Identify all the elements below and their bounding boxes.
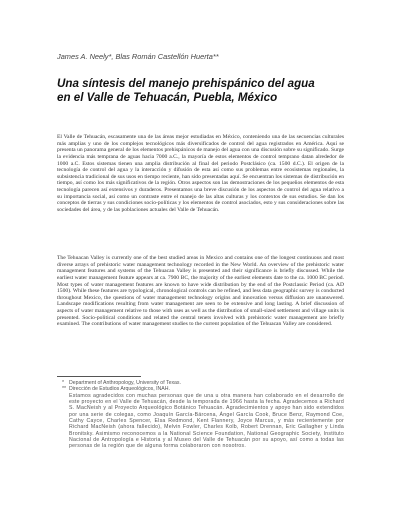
footnote-affiliation-1: * Department of Anthropology, University of Texas. [62, 380, 181, 386]
footnotes [62, 380, 344, 515]
footnote-acknowledgements [62, 393, 344, 450]
title-line-2: en el Valle de Tehuacán, Puebla, México [57, 90, 278, 104]
article-title [57, 77, 347, 104]
footnote-text: Dirección de Estudios Arqueológicos, INAH. [69, 386, 170, 393]
abstract-spanish: El Valle de Tehuacán, escasamente una de las áreas mejor estudiadas en México, conteniendo una de las secuencias culturales más amplias y uno de los complejos tecnológicos más diversificados de control del agua registrados en América. Aquí se presenta un panorama general de los elementos prehispánicos de manejo del agua con una discusión sobre su significado. Surge la evidencia más temprana de aguas hacia 7000 a.C., la mayoría de estos elementos de control temprano datan alrededor de 1000 a.C. Estos sistemas tienen una amplia distribución al final del periodo Postclásico (ca. 1500 d.C.). El origen de la tecnología de control del agua y la interacción y difusión de esta así como sus problemas entre ecosistemas regionales, la subsistencia tradicional de sus usos en tiempo reciente, han sido presentadas aquí. Se encuentran los sistemas de distribución en tiempo, así como los más significativos de la región. Otros aspectos son las demostraciones de los pequeños elementos de esta tecnología parecen así extensivos y duraderos. Presentamos una breve discusión de los aspectos de control del agua relativo a su importancia social, así como un contraste entre el manejo de las altas culturas y los contextos de sus estudios. Se dan los conceptos de tierras y sus condiciones socio-políticas y los elementos de control asociados, esto y sus consideraciones sobre las sociedades del área, y de las poblaciones actuales del Valle de Tehuacán. [57, 134, 344, 213]
abstract-english: The Tehuacan Valley is currently one of the best studied areas in Mexico and contains one of the longest continuous and most diverse arrays of prehistoric water management technology recorded in the New World. An overview of the prehistoric water management features and systems of the Tehuacan Valley is presented and their significance is briefly discussed. While the earliest water management feature appears at ca. 7900 BC, the majority of the earliest elements date to the ca. 1000 BC period. Most types of water management features are known to have wide distribution by the end of the Postclassic Period (ca. AD 1500). While these features are typological, chronological controls can be refined, and less data geographic survey is conducted throughout Mexico, the questions of water management technology origins and innovation versus diffusion are unanswered. Landscape modifications resulting from water management are seen to be extensive and long lasting. A brief discussion of aspects of water management relative to those with uses as well as the distribution of small-sized settlement and village units is presented. Socio-political conditions and related the central tenets involved with prehistoric water management are briefly examined. The contributions of water management studies to the current population of the Tehuacan Valley are considered. [57, 255, 344, 328]
title-line-1: Una síntesis del manejo prehispánico del agua [57, 77, 315, 90]
footnote-divider [57, 376, 141, 377]
footnote-affiliation-2: ** Dirección de Estudios Arqueológicos, INAH. [62, 386, 170, 393]
author-line: James A. Neely*, Blas Román Castellón Huerta** [57, 52, 219, 61]
footnote-text: Estamos agradecidos con muchas personas que de una u otra manera han colaborado en el desarrollo de este proyecto en el Valle de Tehuacán, desde la temporada de 1966 hasta la fecha. Agradecemos a Richard S. MacNeish y al Proyecto Arqueológico Botánico Tehuacán. Agradecimientos y apoyo han sido extendidos por una serie de colegas, como Joaquín García-Bárcena, Ángel García Cook, Bruce Benz, Raymond Coe, Cathy Cayce, Charles Spencer, Elsa Redmond, Kent Flannery, Joyce Marcus, y más recientemente por Richard MacNeish (ahora fallecido), Melvin Fowler, Charles Kolb, Robert Drennan, Eric Gallagher y Linda Bronitsky. Asimismo reconocemos a la National Science Foundation, National Geographic Society, Instituto Nacional de Antropología e Historia y al Museo del Valle de Tehuacán por su apoyo, así como a todas las personas de la región que de alguna forma colaboraron con nosotros. [69, 392, 344, 450]
footnote-text: Department of Anthropology, University of Texas. [69, 380, 181, 386]
